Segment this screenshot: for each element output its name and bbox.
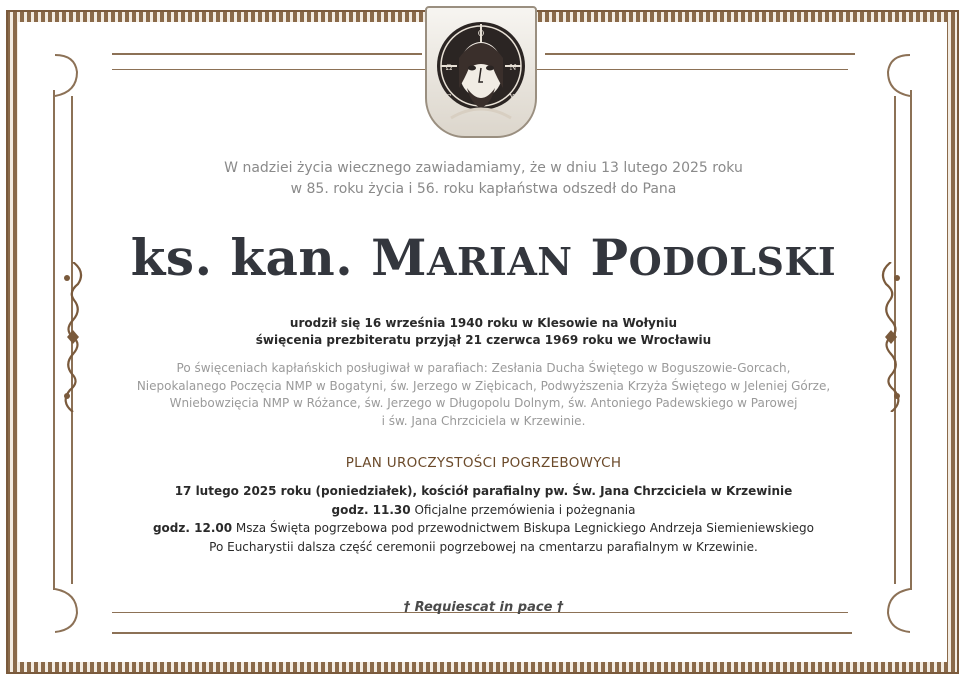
ordination-line: święcenia prezbiteratu przyjął 21 czerwca 1969 roku we Wrocławiu [255, 333, 712, 347]
last-name [590, 228, 836, 287]
frame-line-top-right [545, 53, 855, 55]
biography [0, 315, 967, 349]
plan-title: PLAN UROCZYSTOŚCI POGRZEBOWYCH [345, 455, 622, 471]
corner-curl-top-right [862, 52, 910, 100]
funeral-schedule [0, 482, 967, 556]
date-place-text: 17 lutego 2025 roku (poniedziałek), kościół parafialny pw. Św. Jana Chrzciciela w Krzewinie [174, 484, 793, 498]
christ-pantocrator-icon [425, 6, 537, 138]
first-name-rest: ARIAN [426, 239, 573, 284]
icon-letter-omicron: Ο [477, 29, 485, 38]
schedule-event-2: Msza Święta pogrzebowa pod przewodnictwem Biskupa Legnickiego Andrzeja Siemieniewskiego [232, 521, 815, 535]
last-name-rest: ODOLSKI [628, 239, 837, 284]
intro-line-1: W nadziei życia wiecznego zawiadamiamy, że w dniu 13 lutego 2025 roku [224, 160, 743, 176]
first-name [371, 228, 572, 287]
icon-letters-xc: XC [509, 93, 521, 102]
parishes-list [0, 360, 967, 430]
icon-letters-ic: IC [442, 93, 452, 102]
schedule-time-2: godz. 12.00 [152, 521, 233, 535]
icon-letter-nu: Ν [509, 63, 517, 72]
schedule-after: Po Eucharystii dalsza część ceremonii pogrzebowej na cmentarzu parafialnym w Krzewinie. [209, 539, 758, 554]
parishes-line-3: Wniebowzięcia NMP w Różance, św. Jerzego w Długopolu Dolnym, św. Antoniego Padewskiego w Parowej [169, 396, 798, 410]
schedule-time-1: godz. 11.30 [331, 502, 411, 517]
schedule-event-1: Oficjalne przemówienia i pożegnania [410, 502, 636, 517]
schedule-date-place [0, 482, 967, 501]
frame-line-top-left [112, 53, 422, 55]
schedule-item-1 [0, 501, 967, 520]
deceased-name [0, 228, 967, 292]
parishes-line-4: i św. Jana Chrzciciela w Krzewinie. [381, 413, 586, 428]
birth-line: urodził się 16 września 1940 roku w Klesowie na Wołyniu [289, 316, 678, 330]
last-name-initial: P [590, 228, 629, 287]
first-name-initial: M [371, 228, 427, 287]
parishes-line-2: Niepokalanego Poczęcia NMP w Bogatyni, św. Jerzego w Ziębicach, Podwyższenia Krzyża Świętego w Jeleniej Górze, [136, 378, 831, 393]
requiescat-closing: † Requiescat in pace † [403, 600, 564, 615]
icon-letter-omega: Ω [445, 63, 453, 72]
icon-artwork [427, 8, 535, 136]
frame-line-bottom [112, 632, 852, 634]
deceased-title: ks. kan. [130, 228, 354, 287]
schedule-item-2 [0, 519, 967, 538]
announcement-intro [0, 158, 967, 200]
intro-line-2: w 85. roku życia i 56. roku kapłaństwa odszedł do Pana [290, 181, 677, 197]
corner-curl-top-left [55, 52, 103, 100]
parishes-line-1: Po święceniach kapłańskich posługiwał w parafiach: Zesłania Ducha Świętego w Boguszowie-Gorcach, [176, 361, 791, 375]
